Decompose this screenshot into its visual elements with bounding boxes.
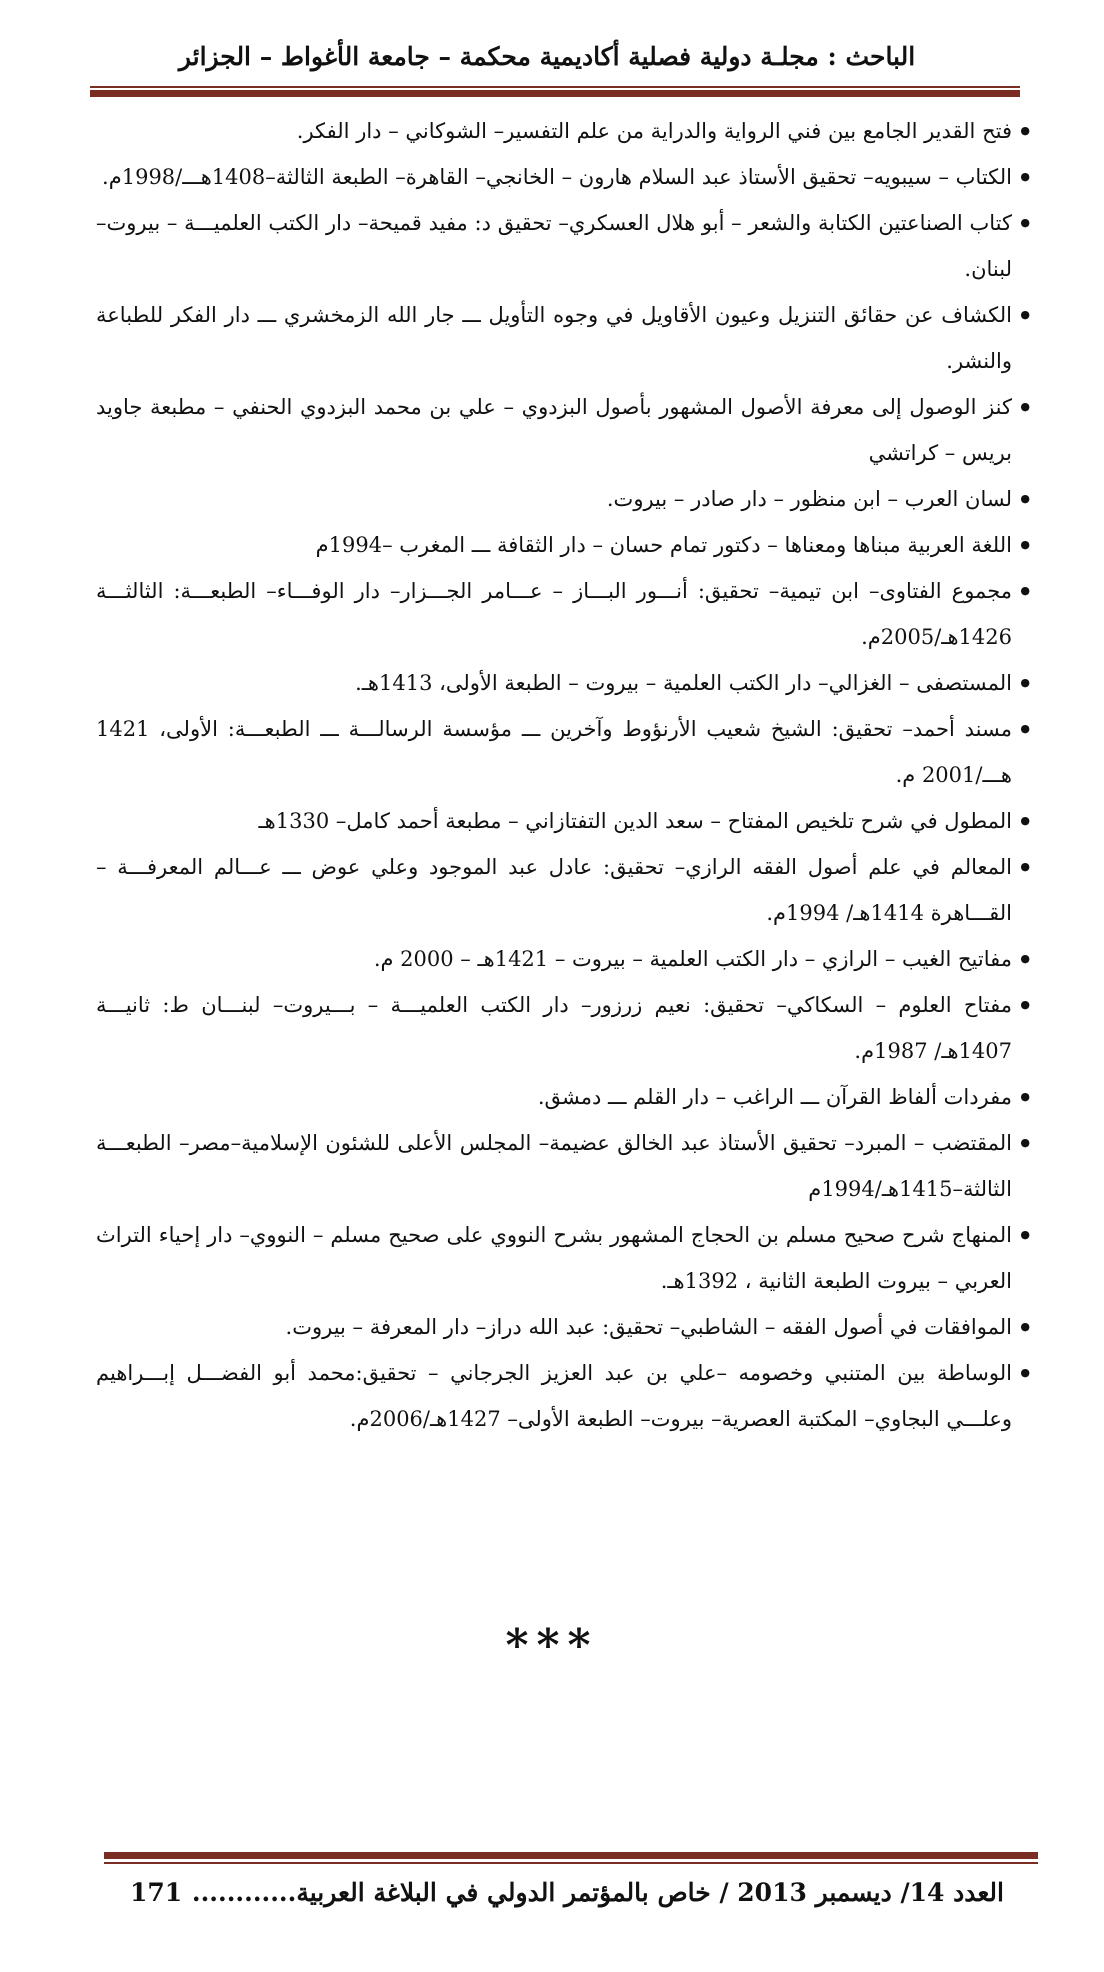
section-end-separator: *** — [505, 1620, 599, 1671]
reference-item: ● المنهاج شرح صحيح مسلم بن الحجاج المشهور بشرح النووي على صحيح مسلم – النووي– دار إحياء التراث العربي – بيروت الطبعة الثانية ، 1392هـ. — [96, 1212, 1028, 1304]
page-footer — [130, 1878, 1004, 1918]
reference-item: ● اللغة العربية مبناها ومعناها – دكتور تمام حسان – دار الثقافة ـــ المغرب –1994م — [96, 522, 1028, 568]
reference-item: ● المقتضب – المبرد– تحقيق الأستاذ عبد الخالق عضيمة– المجلس الأعلى للشئون الإسلامية–مصر– الطبعـــة الثالثة–1415هـ/1994م — [96, 1120, 1028, 1212]
reference-item: ● الكتاب – سيبويه– تحقيق الأستاذ عبد السلام هارون – الخانجي– القاهرة– الطبعة الثالثة–1408هـــ/1998م. — [96, 154, 1028, 200]
header-rule-thick — [90, 90, 1020, 97]
reference-item: ● مجموع الفتاوى– ابن تيمية– تحقيق: أنـــور البـــاز – عـــامر الجـــزار– دار الوفـــاء– الطبعـــة: الثالثـــة 1426هـ/2005م. — [96, 568, 1028, 660]
footer-rule-thick — [104, 1852, 1038, 1859]
reference-item: ● مفردات ألفاظ القرآن ـــ الراغب – دار القلم ـــ دمشق. — [96, 1074, 1028, 1120]
page-number: 171 — [130, 1878, 183, 1907]
reference-item: ● الوساطة بين المتنبي وخصومه –علي بن عبد العزيز الجرجاني – تحقيق:محمد أبو الفضـــل إبـــراهيم وعلـــي البجاوي– المكتبة العصرية– بيروت– الطبعة الأولى– 1427هـ/2006م. — [96, 1350, 1028, 1442]
reference-item: ● الموافقات في أصول الفقه – الشاطبي– تحقيق: عبد الله دراز– دار المعرفة – بيروت. — [96, 1304, 1028, 1350]
footer-rule-thin — [104, 1862, 1038, 1864]
reference-item: ● مفاتيح الغيب – الرازي – دار الكتب العلمية – بيروت – 1421هـ – 2000 م. — [96, 936, 1028, 982]
header-rule-thin — [90, 86, 1020, 88]
issue-info: العدد 14/ ديسمبر 2013 / خاص بالمؤتمر الدولي في البلاغة العربية............ — [191, 1878, 1004, 1907]
reference-item: ● مفتاح العلوم – السكاكي– تحقيق: نعيم زرزور– دار الكتب العلميـــة – بـــيروت– لبنـــان ط: ثانيـــة 1407هـ/ 1987م. — [96, 982, 1028, 1074]
references-list — [96, 108, 1028, 1442]
reference-item: ● لسان العرب – ابن منظور – دار صادر – بيروت. — [96, 476, 1028, 522]
reference-item: ● كتاب الصناعتين الكتابة والشعر – أبو هلال العسكري– تحقيق د: مفيد قميحة– دار الكتب العلميـــة – بيروت– لبنان. — [96, 200, 1028, 292]
reference-item: ● كنز الوصول إلى معرفة الأصول المشهور بأصول البزدوي – علي بن محمد البزدوي الحنفي – مطبعة جاويد بريس – كراتشي — [96, 384, 1028, 476]
journal-header-title: الباحث : مجلـة دولية فصلية أكاديمية محكمة – جامعة الأغواط – الجزائر — [178, 42, 916, 71]
reference-item: ● المستصفى – الغزالي– دار الكتب العلمية – بيروت – الطبعة الأولى، 1413هـ. — [96, 660, 1028, 706]
reference-item: ● مسند أحمد– تحقيق: الشيخ شعيب الأرنؤوط وآخرين ـــ مؤسسة الرسالـــة ـــ الطبعـــة: الأولى، 1421 هـــ/2001 م. — [96, 706, 1028, 798]
reference-item: ● فتح القدير الجامع بين فني الرواية والدراية من علم التفسير– الشوكاني – دار الفكر. — [96, 108, 1028, 154]
reference-item: ● المعالم في علم أصول الفقه الرازي– تحقيق: عادل عبد الموجود وعلي عوض ـــ عـــالم المعرفـــة – القـــاهرة 1414هـ/ 1994م. — [96, 844, 1028, 936]
reference-item: ● الكشاف عن حقائق التنزيل وعيون الأقاويل في وجوه التأويل ـــ جار الله الزمخشري ـــ دار الفكر للطباعة والنشر. — [96, 292, 1028, 384]
reference-item: ● المطول في شرح تلخيص المفتاح – سعد الدين التفتازاني – مطبعة أحمد كامل– 1330هـ — [96, 798, 1028, 844]
